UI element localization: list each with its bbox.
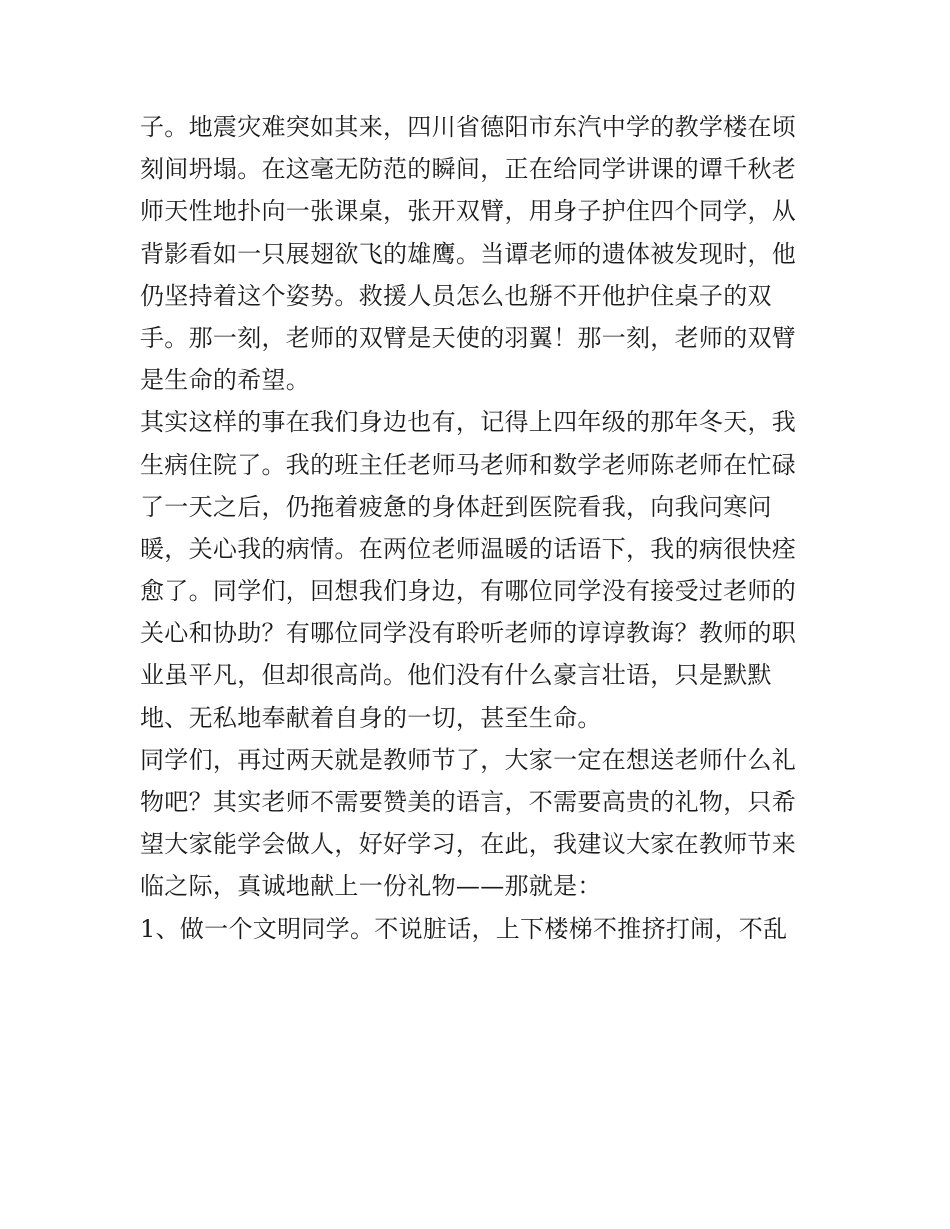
text-line: 地、无私地奉献着自身的一切，甚至生命。 bbox=[140, 703, 602, 732]
text-line: 暖，关心我的病情。在两位老师温暖的话语下，我的病很快痊 bbox=[140, 534, 797, 563]
text-line: 了一天之后，仍拖着疲惫的身体赶到医院看我，向我问寒问 bbox=[140, 492, 772, 521]
text-line: 同学们，再过两天就是教师节了，大家一定在想送老师什么礼 bbox=[140, 745, 797, 774]
text-line: 关心和协助？有哪位同学没有聆听老师的谆谆教诲？教师的职 bbox=[140, 619, 797, 648]
text-line: 其实这样的事在我们身边也有，记得上四年级的那年冬天，我 bbox=[140, 408, 797, 437]
text-line: 是生命的希望。 bbox=[140, 366, 311, 395]
text-line: 子。地震灾难突如其来，四川省德阳市东汽中学的教学楼在顷 bbox=[140, 113, 797, 141]
body-text bbox=[140, 106, 820, 950]
text-line: 师天性地扑向一张课桌，张开双臂，用身子护住四个同学，从 bbox=[140, 197, 797, 226]
text-line: 1、做一个文明同学。不说脏话，上下楼梯不推挤打闹，不乱 bbox=[140, 914, 788, 943]
text-line: 生病住院了。我的班主任老师马老师和数学老师陈老师在忙碌 bbox=[140, 450, 797, 479]
text-line: 业虽平凡，但却很高尚。他们没有什么豪言壮语，只是默默 bbox=[140, 661, 772, 690]
text-line: 临之际，真诚地献上一份礼物——那就是： bbox=[140, 872, 602, 901]
text-line: 手。那一刻，老师的双臂是天使的羽翼！那一刻，老师的双臂 bbox=[140, 323, 797, 352]
text-line: 背影看如一只展翅欲飞的雄鹰。当谭老师的遗体被发现时，他 bbox=[140, 239, 797, 268]
text-line: 愈了。同学们，回想我们身边，有哪位同学没有接受过老师的 bbox=[140, 577, 797, 606]
text-line: 望大家能学会做人，好好学习，在此，我建议大家在教师节来 bbox=[140, 830, 797, 859]
text-line: 仍坚持着这个姿势。救援人员怎么也掰不开他护住桌子的双 bbox=[140, 281, 772, 310]
text-line: 刻间坍塌。在这毫无防范的瞬间，正在给同学讲课的谭千秋老 bbox=[140, 155, 797, 184]
text-line: 物吧？其实老师不需要赞美的语言，不需要高贵的礼物，只希 bbox=[140, 788, 797, 816]
